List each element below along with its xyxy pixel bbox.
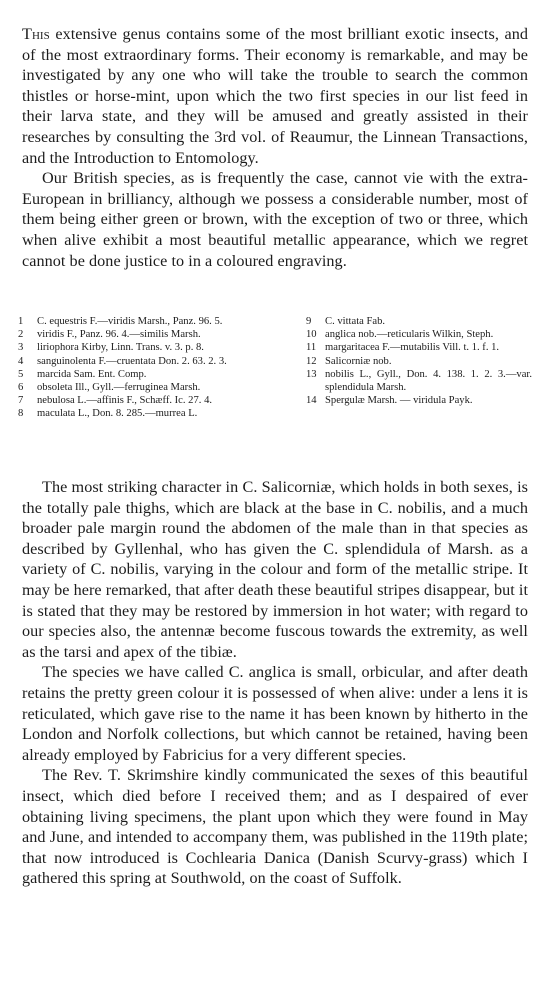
species-entry [18,355,286,368]
intro-text [22,24,528,271]
intro-paragraph-2: Our British species, as is frequently the case, cannot vie with the extra-European in brilliancy, although we possess a considerable number, most of them being either green or brown, with the exception of two or three, which when alive exhibit a most beautiful metallic appearance, which we regret cannot be done justice to in a coloured engraving. [22,169,528,270]
species-name: C. vittata Fab. [325,316,386,327]
species-entry [306,341,532,354]
species-name: margaritacea F.—mutabilis Vill. t. 1. f. 1. [325,342,500,354]
species-entry [18,407,286,420]
species-name: maculata L., Don. 8. 285.—murrea L. [37,408,198,420]
species-entry [18,368,286,381]
species-entry [306,355,532,368]
species-number: 12 [306,355,317,367]
species-entry [306,394,532,407]
species-number: 6 [18,382,24,394]
intro-paragraph-1-text: extensive genus contains some of the most brilliant exotic insects, and of the most extraordinary forms. Their economy is remarkable, and may be investigated by any one who will take the trouble to search the common thistles or horse-mint, upon which the two first species in our list feed in their larva state, and they will be amused and greatly assisted in their researches by consulting the 3rd vol. of Reaumur, the Linnean Transactions, and the Introduction to Entomology. [22,25,528,167]
species-number: 7 [18,395,24,407]
species-entry [306,315,532,328]
species-name: obsoleta Ill., Gyll.—ferruginea Marsh. [37,382,201,394]
species-name: sanguinolenta F.—cruentata Don. 2. 63. 2. 3. [37,355,227,367]
species-entry [18,381,286,394]
discussion-paragraph-1: The most striking character in C. Salicorniæ, which holds in both sexes, is the totally pale thighs, which are black at the base in C. nobilis, and a much broader pale margin round the abdomen of the male than in that species as described by Gyllenhal, who has given the C. splendidula of Marsh. as a variety of C. nobilis, varying in the colour and form of the metallic stripe. It may be here remarked, that after death these beautiful stripes disappear, but it is stated that they may be restored by immersion in hot water; with regard to our species also, the antennæ become fuscous towards the extremity, as well as the tarsi and apex of the tibiæ. [22,478,528,661]
intro-paragraph-1 [22,24,528,168]
species-entry [18,328,286,341]
species-entry [18,341,286,354]
species-name: nobilis L., Gyll., Don. 4. 138. 1. 2. 3.—var. splendidula Marsh. [325,368,532,394]
species-entry [306,328,532,341]
opening-word: This [22,25,50,43]
species-number: 9 [306,316,312,327]
species-name: viridis F., Panz. 96. 4.—similis Marsh. [37,329,201,341]
species-number: 2 [18,329,24,341]
species-column-left [18,315,286,421]
species-number: 14 [306,395,317,407]
species-number: 1 [18,316,24,327]
species-name: marcida Sam. Ent. Comp. [37,368,147,380]
discussion-text [22,477,528,889]
species-number: 8 [18,408,24,420]
species-name: Salicorniæ nob. [325,355,392,367]
discussion-paragraph-2: The species we have called C. anglica is small, orbicular, and after death retains the pretty green colour it is possessed of when alive: under a lens it is reticulated, which gave rise to the name it has been known by hitherto in the London and Norfolk collections, but which cannot be retained, having been already employed by Fabricius for a very different species. [22,663,528,764]
species-name: anglica nob.—reticularis Wilkin, Steph. [325,329,494,341]
species-number: 13 [306,368,317,380]
species-number: 10 [306,329,317,341]
species-name: liriophora Kirby, Linn. Trans. v. 3. p. 8. [37,342,204,354]
species-name: Spergulæ Marsh. — viridula Payk. [325,395,473,407]
discussion-paragraph-3: The Rev. T. Skrimshire kindly communicated the sexes of this beautiful insect, which died before I received them; and as I despaired of ever obtaining living specimens, the plant upon which they were found in May and June, and intended to accompany them, was published in the 119th plate; that now introduced is Cochlearia Danica (Danish Scurvy-grass) which I gathered this spring at Southwold, on the coast of Suffolk. [22,766,528,888]
species-entry [306,368,532,394]
species-column-right [306,315,532,407]
species-entry [18,315,286,328]
species-name: nebulosa L.—affinis F., Schæff. Ic. 27. 4. [37,395,213,407]
species-number: 3 [18,342,24,354]
species-number: 5 [18,368,24,380]
species-number: 4 [18,355,24,367]
species-number: 11 [306,342,317,354]
species-entry [18,394,286,407]
species-name: C. equestris F.—viridis Marsh., Panz. 96. 5. [37,316,223,327]
